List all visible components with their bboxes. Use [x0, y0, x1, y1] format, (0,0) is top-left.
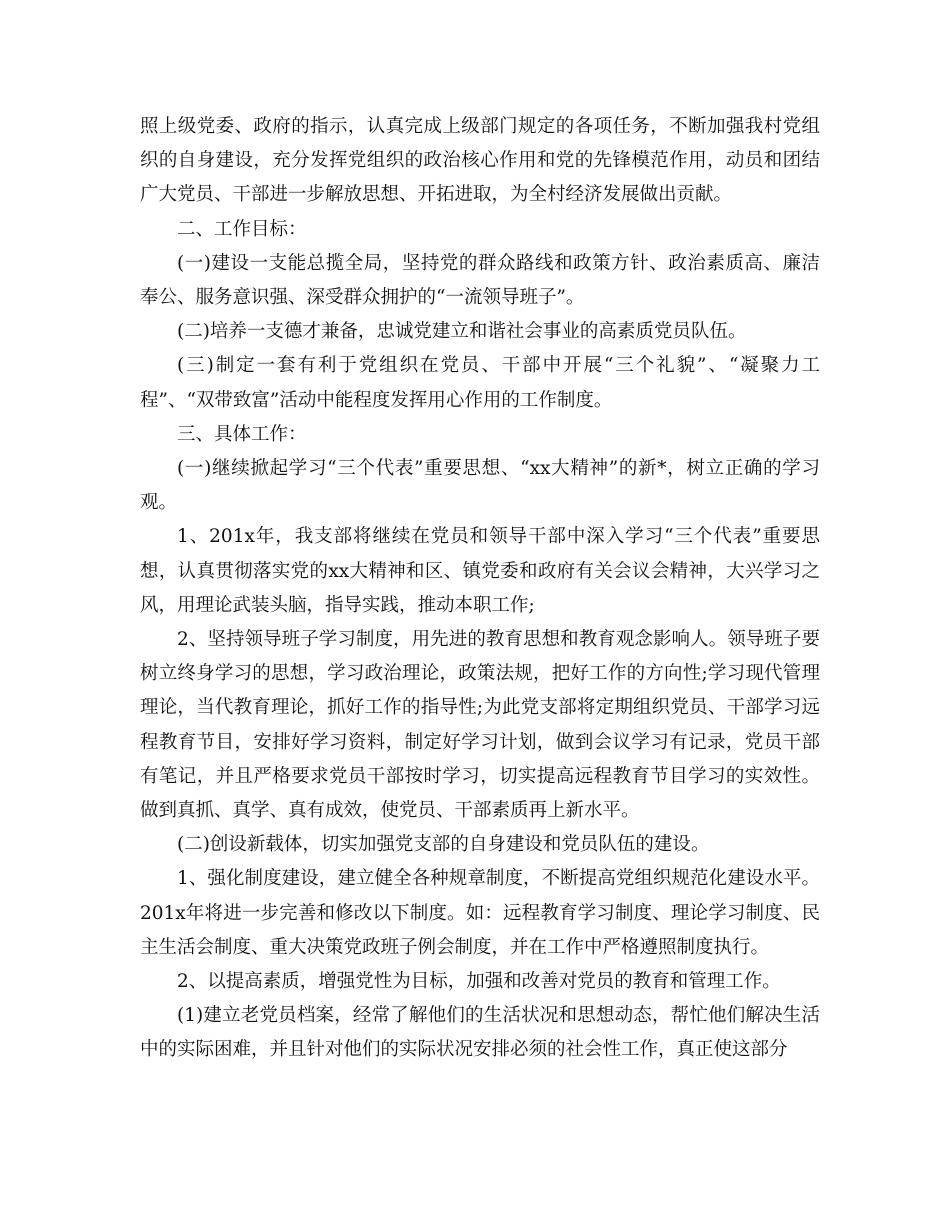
task-1-point-2: 2、坚持领导班子学习制度，用先进的教育思想和教育观念影响人。领导班子要树立终身学习的思想，学习政治理论，政策法规，把好工作的方向性;学习现代管理理论，当代教育理论，抓好工作的指导性;为此党支部将定期组织党员、干部学习远程教育节目，安排好学习资料，制定好学习计划，做到会议学习有记录，党员干部有笔记，并且严格要求党员干部按时学习，切实提高远程教育节目学习的实效性。做到真抓、真学、真有成效，使党员、干部素质再上新水平。	[140, 629, 820, 822]
goal-item-3: (三)制定一套有利于党组织在党员、干部中开展“三个礼貌”、“凝聚力工程”、“双带致富”活动中能程度发挥用心作用的工作制度。	[140, 355, 820, 411]
section-heading-goals: 二、工作目标：	[177, 218, 307, 240]
task-2-subpoint-1: (1)建立老党员档案，经常了解他们的生活状况和思想动态，帮忙他们解决生活中的实际困难，并且针对他们的实际状况安排必须的社会性工作，真正使这部分	[140, 1005, 820, 1061]
task-2-point-2: 2、以提高素质，增强党性为目标，加强和改善对党员的教育和管理工作。	[177, 971, 781, 993]
task-1-point-1: 1、201x年，我支部将继续在党员和领导干部中深入学习“三个代表”重要思想，认真贯彻落实党的xx大精神和区、镇党委和政府有关会议会精神，大兴学习之风，用理论武装头脑，指导实践，推动本职工作;	[140, 526, 820, 616]
section-heading-tasks: 三、具体工作：	[177, 423, 307, 445]
goal-item-1: (一)建设一支能总揽全局，坚持党的群众路线和政策方针、政治素质高、廉洁奉公、服务意识强、深受群众拥护的“一流领导班子”。	[140, 252, 820, 309]
task-item-1: (一)继续掀起学习“三个代表”重要思想、“xx大精神”的新*，树立正确的学习观。	[140, 458, 820, 514]
paragraph-continuation: 照上级党委、政府的指示，认真完成上级部门规定的各项任务，不断加强我村党组织的自身建设，充分发挥党组织的政治核心作用和党的先锋模范作用，动员和团结广大党员、干部进一步解放思想、开拓进取，为全村经济发展做出贡献。	[140, 116, 820, 206]
document-body	[140, 110, 820, 1068]
goal-item-2: (二)培养一支德才兼备，忠诚党建立和谐社会事业的高素质党员队伍。	[177, 321, 747, 343]
task-2-point-1: 1、强化制度建设，建立健全各种规章制度，不断提高党组织规范化建设水平。201x年将进一步完善和修改以下制度。如：远程教育学习制度、理论学习制度、民主生活会制度、重大决策党政班子例会制度，并在工作中严格遵照制度执行。	[140, 868, 820, 958]
task-item-2: (二)创设新载体，切实加强党支部的自身建设和党员队伍的建设。	[177, 834, 710, 856]
